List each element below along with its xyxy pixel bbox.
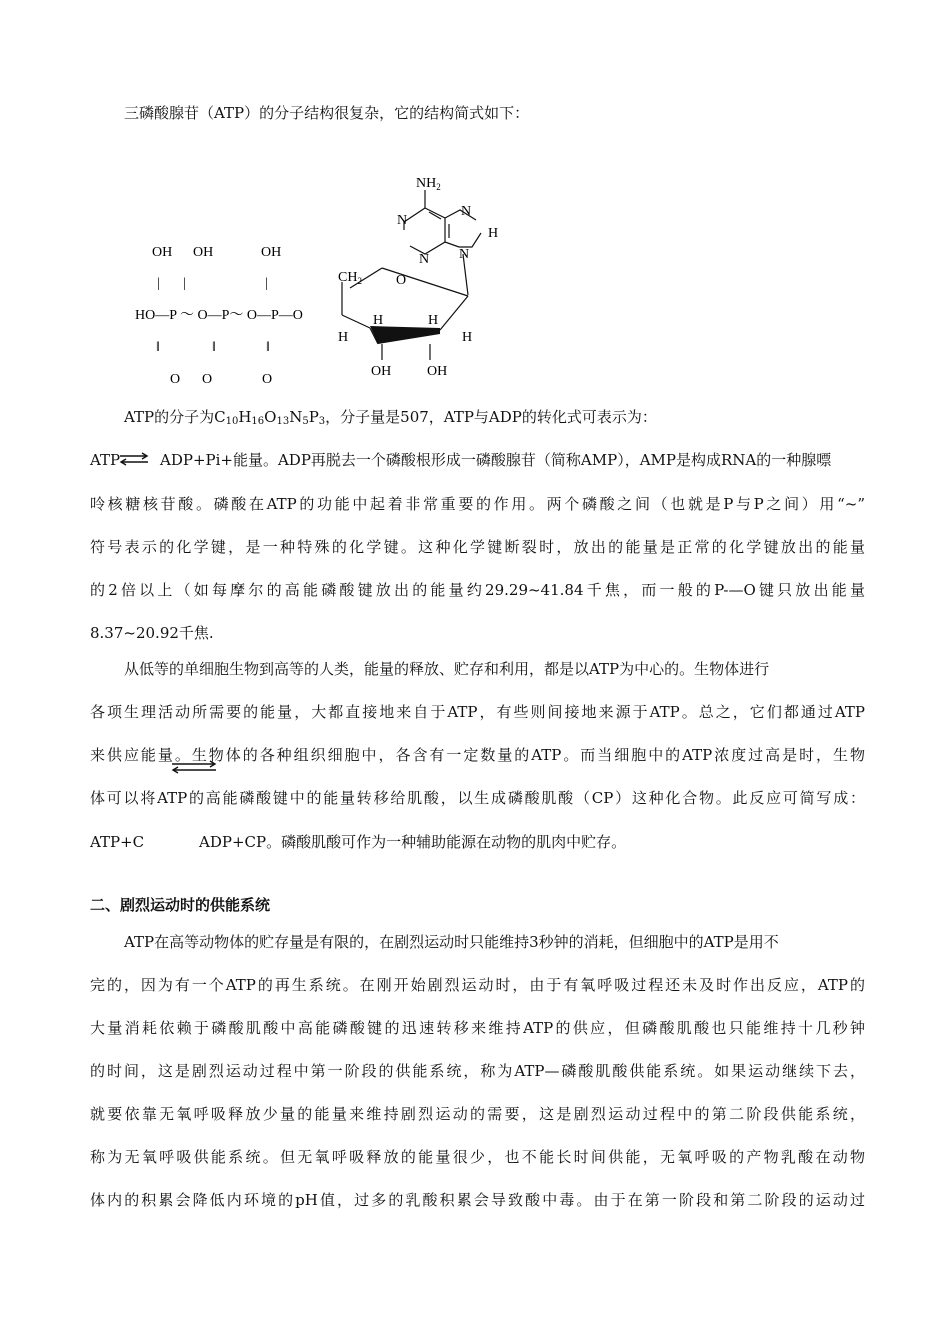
p3-line7: 体内的积累会降低内环境的pH值，过多的乳酸积累会导致酸中毒。由于在第一阶段和第二阶段的运动过 bbox=[90, 1191, 865, 1209]
double-bond3: ‖ bbox=[266, 340, 270, 355]
ring-n1-label: N bbox=[397, 213, 408, 228]
ring-n3-label: N bbox=[419, 252, 430, 267]
h-mid2-label: H bbox=[428, 313, 439, 328]
p2-line5-end: ADP+CP。磷酸肌酸可作为一种辅助能源在动物的肌肉中贮存。 bbox=[199, 833, 627, 851]
h-right-label: H bbox=[462, 330, 473, 345]
h-mid1-label: H bbox=[373, 313, 384, 328]
p1-line3: 符号表示的化学键，是一种特殊的化学键。这种化学键断裂时，放出的能量是正常的化学键放出的能量 bbox=[90, 538, 865, 556]
p2-line2: 各项生理活动所需要的能量，大都直接地来自于ATP，有些则间接地来源于ATP。总之，它们都通过ATP bbox=[90, 703, 865, 721]
p1-line5: 8.37~20.92千焦. bbox=[90, 624, 214, 642]
oh-sugar1-label: OH bbox=[371, 364, 392, 379]
oh3-label: OH bbox=[261, 245, 282, 260]
oxygen3-label: O bbox=[262, 372, 273, 387]
p2-line5-start: ATP+C bbox=[90, 833, 145, 851]
oxygen2-label: O bbox=[202, 372, 213, 387]
ring-o-label: O bbox=[396, 273, 407, 288]
ring-h-label: H bbox=[488, 226, 499, 241]
section-heading: 二、剧烈运动时的供能系统 bbox=[90, 896, 271, 914]
reversible-arrow-icon bbox=[118, 452, 150, 466]
bond-bar1: | bbox=[157, 276, 160, 291]
ring-n4-label: N bbox=[459, 247, 470, 262]
oxygen1-label: O bbox=[170, 372, 181, 387]
p2-line1: 从低等的单细胞生物到高等的人类，能量的释放、贮存和利用，都是以ATP为中心的。生物体进行 bbox=[124, 660, 770, 678]
molecular-formula-text: ATP的分子为$C_{10}H_{16}O_{13}N_5P_3$，分子量是507，ATP与ADP的转化式可表示为： bbox=[124, 408, 657, 427]
p3-line2: 完的，因为有一个ATP的再生系统。在刚开始剧烈运动时，由于有氧呼吸过程还未及时作出反应，ATP的 bbox=[90, 976, 865, 994]
p1-line4: 的2倍以上（如每摩尔的高能磷酸键放出的能量约29.29~41.84千焦，而一般的P-—O键只放出能量 bbox=[90, 581, 865, 599]
phosphate-chain: HO—P ～ O—P～ O—P—O bbox=[135, 308, 303, 323]
p3-line1: ATP在高等动物体的贮存量是有限的，在剧烈运动时只能维持3秒钟的消耗，但细胞中的ATP是用不 bbox=[124, 933, 779, 951]
oh-sugar2-label: OH bbox=[427, 364, 448, 379]
oh1-label: OH bbox=[152, 245, 173, 260]
atp-label: ATP bbox=[90, 451, 121, 469]
intro-text: 三磷酸腺苷（ATP）的分子结构很复杂，它的结构简式如下： bbox=[124, 104, 530, 122]
p3-line5: 就要依靠无氧呼吸释放少量的能量来维持剧烈运动的需要，这是剧烈运动过程中的第二阶段供能系统， bbox=[90, 1105, 865, 1123]
h-left-label: H bbox=[338, 330, 349, 345]
p3-line3: 大量消耗依赖于磷酸肌酸中高能磷酸键的迅速转移来维持ATP的供应，但磷酸肌酸也只能维持十几秒钟 bbox=[90, 1019, 865, 1037]
double-bond1: ‖ bbox=[156, 340, 160, 355]
bond-bar3: | bbox=[265, 276, 268, 291]
ch2-label: $CH_2$ bbox=[338, 270, 362, 286]
p1-line2: 呤核糖核苷酸。磷酸在ATP的功能中起着非常重要的作用。两个磷酸之间（也就是P与P之间）用“~” bbox=[90, 495, 865, 513]
p2-line3: 来供应能量。生物体的各种组织细胞中，各含有一定数量的ATP。而当细胞中的ATP浓度过高是时，生物 bbox=[90, 746, 865, 764]
p3-line4: 的时间，这是剧烈运动过程中第一阶段的供能系统，称为ATP—磷酸肌酸供能系统。如果运动继续下去， bbox=[90, 1062, 865, 1080]
atp-structure-diagram bbox=[120, 160, 520, 400]
nh2-label: $NH_2$ bbox=[416, 176, 441, 192]
p3-line6: 称为无氧呼吸供能系统。但无氧呼吸释放的能量很少，也不能长时间供能，无氧呼吸的产物乳酸在动物 bbox=[90, 1148, 865, 1166]
double-bond2: ‖ bbox=[212, 340, 216, 355]
ring-n2-label: N bbox=[461, 204, 472, 219]
reversible-arrow-icon-2 bbox=[170, 760, 218, 774]
p1-line1: ADP+Pi+能量。ADP再脱去一个磷酸根形成一磷酸腺苷（简称AMP），AMP是构成RNA的一种腺嘌 bbox=[160, 451, 832, 469]
oh2-label: OH bbox=[193, 245, 214, 260]
p2-line4: 体可以将ATP的高能磷酸键中的能量转移给肌酸，以生成磷酸肌酸（CP）这种化合物。此反应可简写成： bbox=[90, 789, 865, 807]
bond-bar2: | bbox=[183, 276, 186, 291]
